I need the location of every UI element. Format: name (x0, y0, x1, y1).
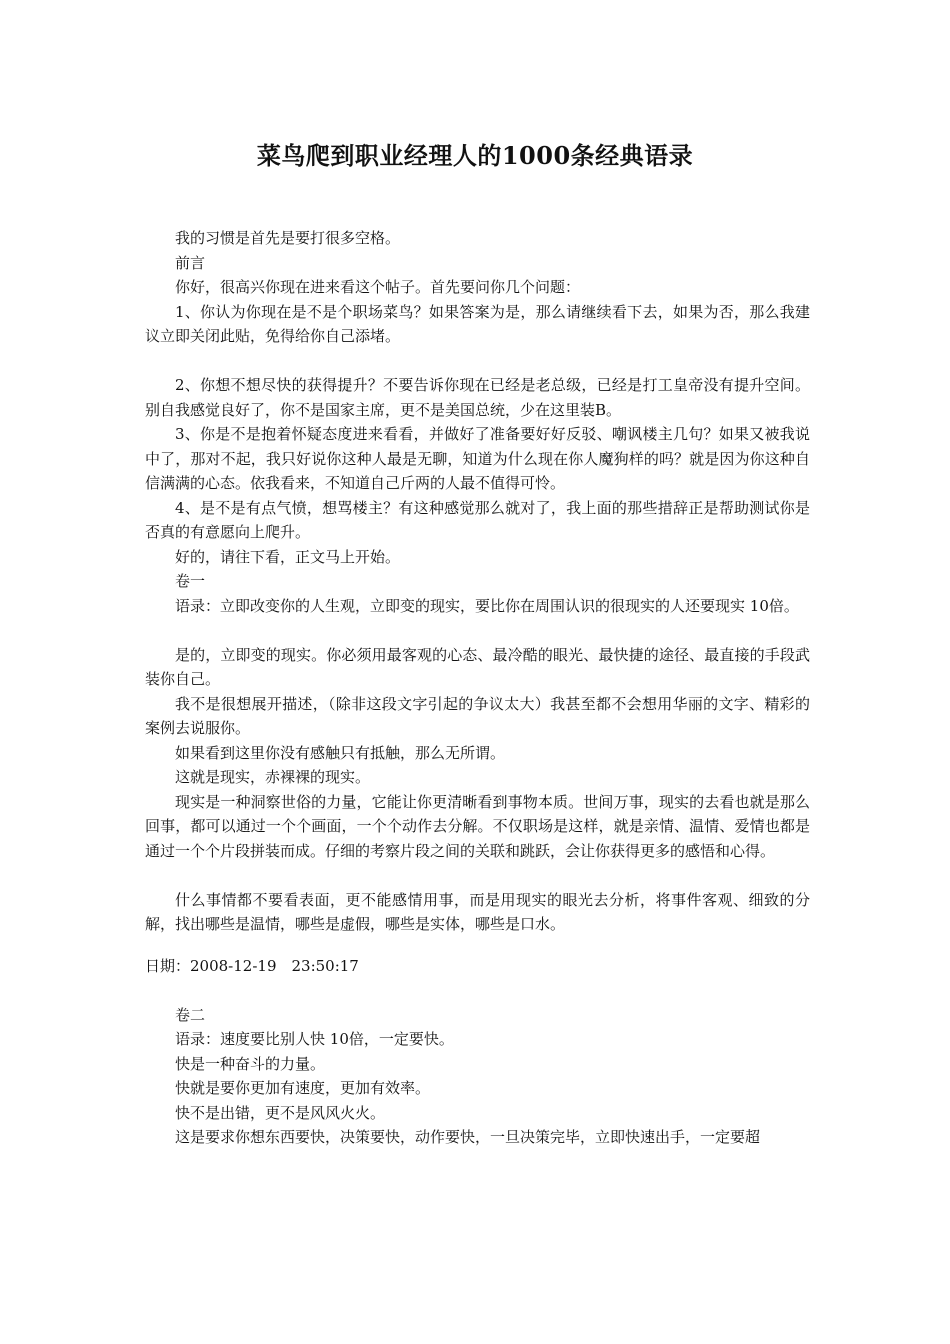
section-heading: 卷一 (175, 572, 206, 590)
paragraph: 现实是一种洞察世俗的力量，它能让你更清晰看到事物本质。世间万事，现实的去看也就是那么回事，都可以通过一个个画面，一个个动作去分解。不仅职场是这样，就是亲情、温情、爱情也都是通过一个个片段拼装而成。仔细的考察片段之间的关联和跳跃，会让你获得更多的感悟和心得。 (145, 792, 810, 860)
blank-line (145, 863, 810, 888)
paragraph: 快不是出错，更不是风风火火。 (175, 1103, 386, 1122)
blank-line (145, 937, 810, 954)
paragraph: 2、你想不想尽快的获得提升？不要告诉你现在已经是老总级，已经是打工皇帝没有提升空间。别自我感觉良好了，你不是国家主席，更不是美国总统，少在这里装B。 (145, 376, 810, 419)
document-title: 菜鸟爬到职业经理人的1000条经典语录 (256, 141, 694, 170)
paragraph: 3、你是不是抱着怀疑态度进来看看，并做好了准备要好好反驳、嘲讽楼主几句？如果又被我说中了，那对不起，我只好说你这种人最是无聊，知道为什么现在你人魔狗样的吗？就是因为你这种自信满满的心态。依我看来，不知道自己斤两的人最不值得可怜。 (145, 425, 810, 492)
quote-paragraph: 语录：速度要比别人快 10倍，一定要快。 (175, 1030, 454, 1048)
blank-line (145, 978, 810, 1003)
paragraph: 什么事情都不要看表面，更不能感情用事，而是用现实的眼光去分析，将事件客观、细致的分解，找出哪些是温情，哪些是虚假，哪些是实体，哪些是口水。 (145, 890, 810, 933)
paragraph: 4、是不是有点气愤，想骂楼主？有这种感觉那么就对了，我上面的那些措辞正是帮助测试你是否真的有意愿向上爬升。 (145, 498, 810, 541)
paragraph: 快是一种奋斗的力量。 (175, 1054, 326, 1073)
post-date: 日期：2008-12-19 23:50:17 (145, 956, 359, 975)
quote-paragraph: 语录：立即改变你的人生观，立即变的现实，要比你在周围认识的很现实的人还要现实 10倍。 (175, 596, 799, 615)
paragraph: 前言 (175, 253, 206, 272)
paragraph: 我的习惯是首先是要打很多空格。 (175, 229, 401, 247)
blank-line (145, 349, 810, 374)
paragraph: 快就是要你更加有速度，更加有效率。 (175, 1079, 431, 1097)
document-body (145, 226, 810, 1150)
paragraph: 是的，立即变的现实。你必须用最客观的心态、最冷酷的眼光、最快捷的途径、最直接的手段武装你自己。 (145, 645, 810, 688)
paragraph: 这是要求你想东西要快，决策要快，动作要快，一旦决策完毕，立即快速出手，一定要超 (175, 1128, 761, 1146)
paragraph: 1、你认为你现在是不是个职场菜鸟？如果答案为是，那么请继续看下去，如果为否，那么我建议立即关闭此贴，免得给你自己添堵。 (145, 302, 810, 345)
paragraph: 我不是很想展开描述，（除非这段文字引起的争议太大）我甚至都不会想用华丽的文字、精彩的案例去说服你。 (145, 694, 810, 737)
paragraph: 你好，很高兴你现在进来看这个帖子。首先要问你几个问题： (175, 278, 581, 296)
paragraph: 如果看到这里你没有感触只有抵触，那么无所谓。 (175, 743, 506, 762)
paragraph: 好的，请往下看，正文马上开始。 (175, 547, 401, 566)
section-heading: 卷二 (175, 1005, 206, 1024)
paragraph: 这就是现实，赤裸裸的现实。 (175, 768, 371, 786)
blank-line (145, 618, 810, 643)
